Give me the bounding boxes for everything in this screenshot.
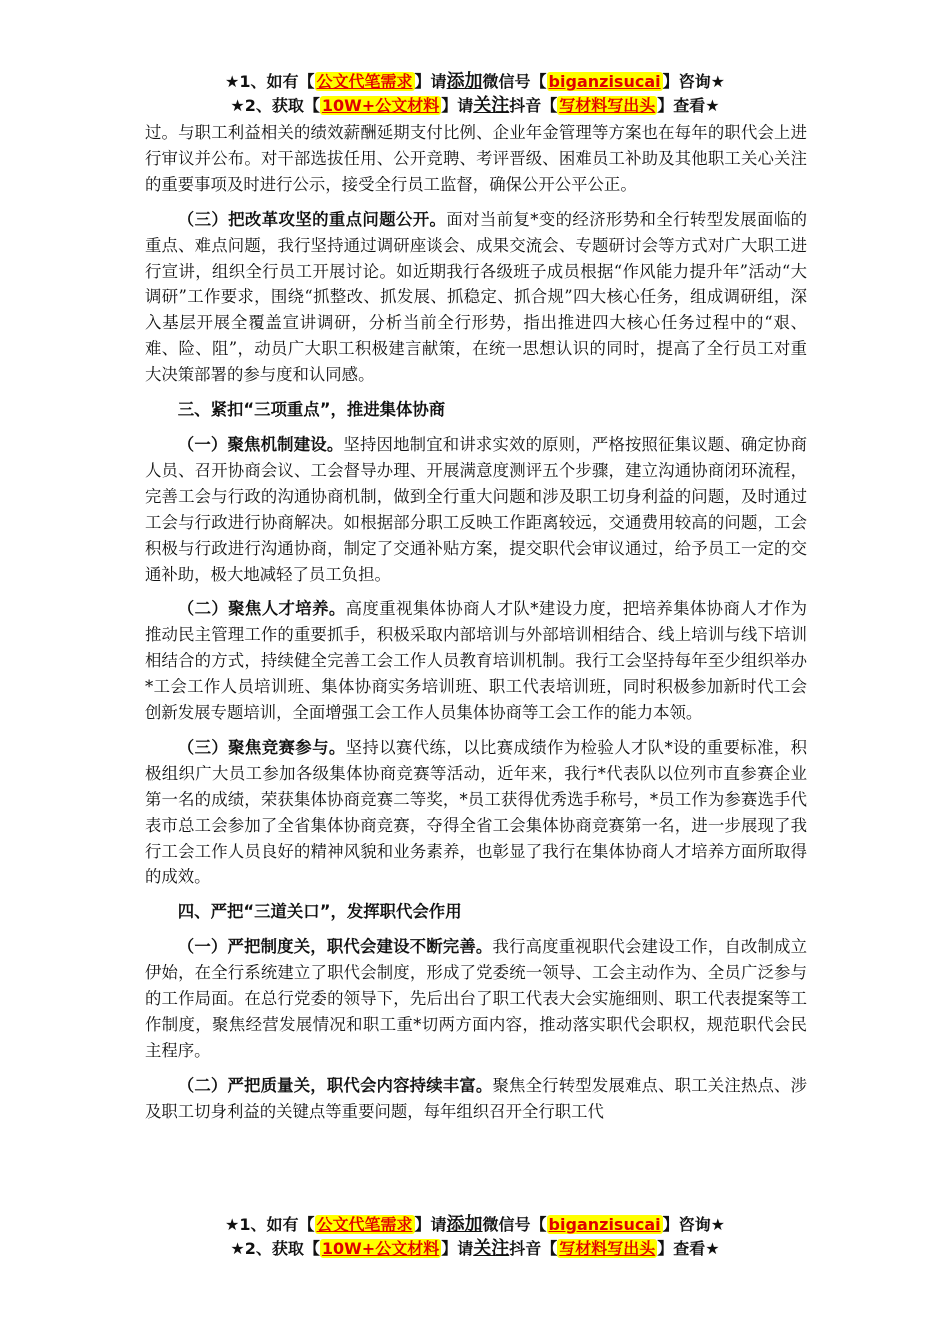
paragraph-talent: （二）聚焦人才培养。高度重视集体协商人才队*建设力度，把培养集体协商人才作为推动民主管理工作的重要抓手，积极采取内部培训与外部培训相结合、线上培训与线下培训相结合的方式，持续健全完善工会工作人员教育培训机制。我行工会坚持每年至少组织举办*工会工作人员培训班、集体协商实务培训班、职工代表培训班，同时积极参加新时代工会创新发展专题培训，全面增强工会工作人员集体协商等工会工作的能力本领。 <box>145 599 807 723</box>
promo-line-1: ★1、如有【 公文代笔需求 】请添加微信号【 biganzisucai 】咨询★ <box>225 71 725 92</box>
highlight-ghostwriting: 公文代笔需求 <box>316 1215 413 1234</box>
paragraph-competition: （三）聚焦竞赛参与。坚持以赛代练，以比赛成绩作为检验人才队*设的重要标准，积极组织广大员工参加各级集体协商竞赛等活动，近年来，我行*代表队以位列市直参赛企业第一名的成绩，荣获集体协商竞赛二等奖，*员工获得优秀选手称号，*员工作为参赛选手代表市总工会参加了全省集体协商竞赛，夺得全省工会集体协商竞赛第一名，进一步展现了我行工会工作人员良好的精神风貌和业务素养，也彰显了我行在集体协商人才培养方面所取得的成效。 <box>145 737 807 887</box>
highlight-wechat-id: biganzisucai <box>548 72 661 91</box>
highlight-ghostwriting: 公文代笔需求 <box>316 72 413 91</box>
promo-line-2: ★2、获取【 10W+公文材料 】请关注抖音【 写材料写出头 】查看★ <box>230 1238 720 1259</box>
highlight-douyin-account: 写材料写出头 <box>559 96 656 115</box>
highlight-wechat-id: biganzisucai <box>548 1215 661 1234</box>
paragraph-continuation: 过。与职工利益相关的绩效薪酬延期支付比例、企业年金管理等方案也在每年的职代会上进行审议并公布。对干部选拔任用、公开竞聘、考评晋级、困难员工补助及其他职工关心关注的重要事项及时进行公示，接受全行员工监督，确保公开公平公正。 <box>145 123 807 194</box>
paragraph-quality: （二）严把质量关，职代会内容持续丰富。聚焦全行转型发展难点、职工关注热点、涉及职工切身利益的关键点等重要问题，每年组织召开全行职工代 <box>145 1075 807 1121</box>
document-body <box>145 120 807 1134</box>
paragraph-reform-issues: （三）把改革攻坚的重点问题公开。面对当前复*变的经济形势和全行转型发展面临的重点、难点问题，我行坚持通过调研座谈会、成果交流会、专题研讨会等方式对广大职工进行宣讲，组织全行员工开展讨论。如近期我行各级班子成员根据“作风能力提升年”活动“大调研”工作要求，围绕“抓整改、抓发展、抓稳定、抓合规”四大核心任务，组成调研组，深入基层开展全覆盖宣讲调研，分析当前全行形势，指出推进四大核心任务过程中的“艰、难、险、阻”，动员广大职工积极建言献策，在统一思想认识的同时，提高了全行员工对重大决策部署的参与度和认同感。 <box>145 209 807 385</box>
paragraph-mechanism: （一）聚焦机制建设。坚持因地制宜和讲求实效的原则，严格按照征集议题、确定协商人员、召开协商会议、工会督导办理、开展满意度测评五个步骤，建立沟通协商闭环流程，完善工会与行政的沟通协商机制，做到全行重大问题和涉及职工切身利益的问题，及时通过工会与行政进行协商解决。如根据部分职工反映工作距离较远，交通费用较高的问题，工会积极与行政进行沟通协商，制定了交通补贴方案，提交职代会审议通过，给予员工一定的交通补助，极大地减轻了员工负担。 <box>145 434 807 584</box>
highlight-douyin-account: 写材料写出头 <box>559 1239 656 1258</box>
highlight-materials: 10W+公文材料 <box>321 1239 440 1258</box>
promo-line-1: ★1、如有【 公文代笔需求 】请添加微信号【 biganzisucai 】咨询★ <box>225 1214 725 1235</box>
top-promo-banner <box>0 70 950 118</box>
promo-line-2: ★2、获取【 10W+公文材料 】请关注抖音【 写材料写出头 】查看★ <box>230 95 720 116</box>
bottom-promo-banner <box>0 1213 950 1261</box>
section-heading-3: 三、紧扣“三项重点”，推进集体协商 <box>177 400 446 420</box>
section-heading-4: 四、严把“三道关口”，发挥职代会作用 <box>177 902 462 922</box>
highlight-materials: 10W+公文材料 <box>321 96 440 115</box>
paragraph-system: （一）严把制度关，职代会建设不断完善。我行高度重视职代会建设工作，自改制成立伊始，在全行系统建立了职代会制度，形成了党委统一领导、工会主动作为、全员广泛参与的工作局面。在总行党委的领导下，先后出台了职工代表大会实施细则、职工代表提案等工作制度，聚焦经营发展情况和职工重*切两方面内容，推动落实职代会职权，规范职代会民主程序。 <box>145 937 807 1060</box>
